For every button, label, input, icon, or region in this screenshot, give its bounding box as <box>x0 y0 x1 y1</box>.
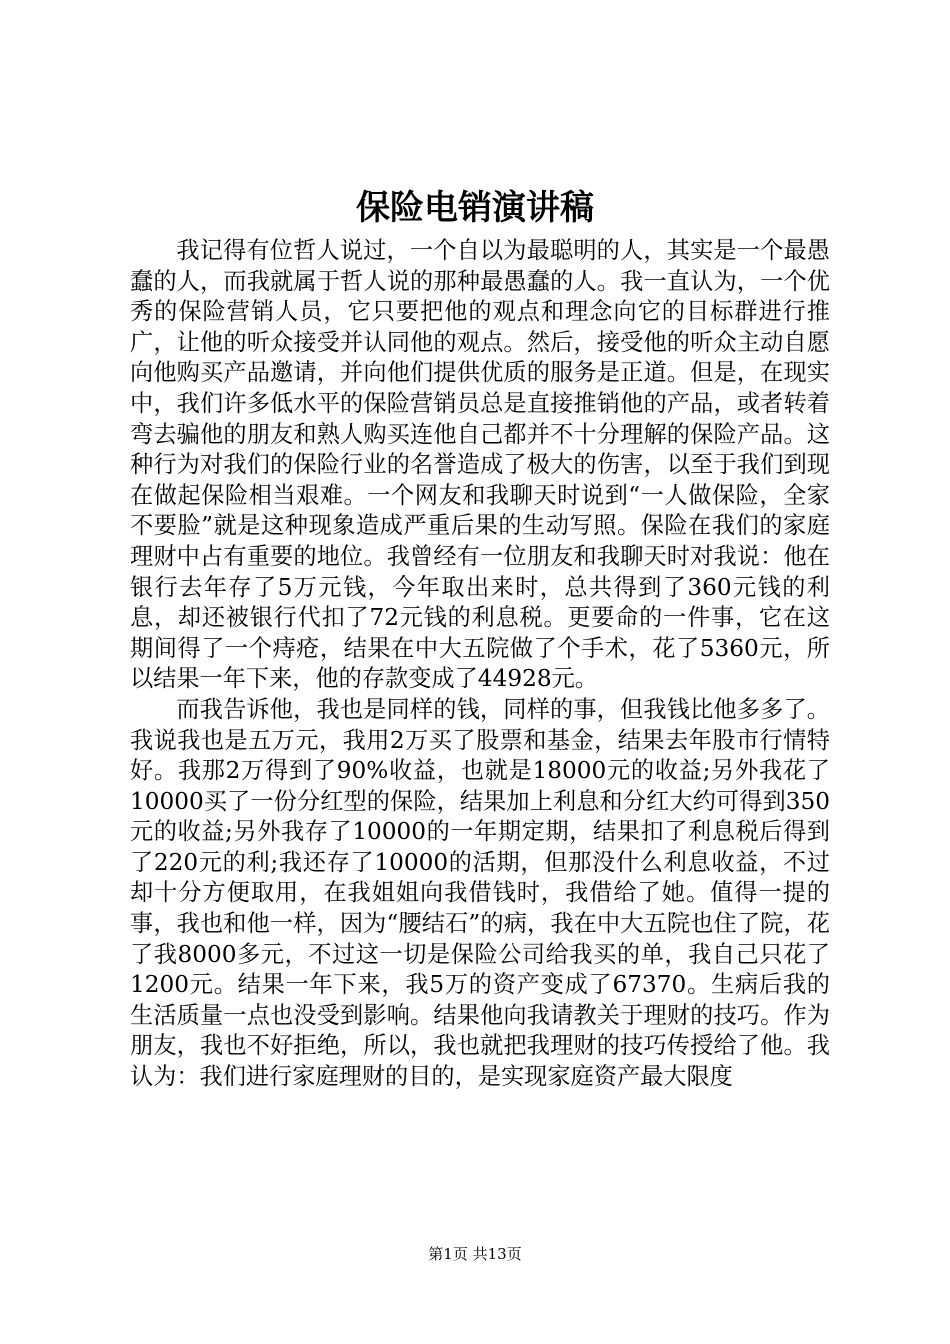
paragraph: 而我告诉他，我也是同样的钱，同样的事，但我钱比他多多了。我说我也是五万元，我用2万买了股票和基金，结果去年股市行情特好。我那2万得到了90%收益，也就是18000元的收益;另外我花了10000买了一份分红型的保险，结果加上利息和分红大约可得到350元的收益;另外我存了10000的一年期定期，结果扣了利息税后得到了220元的利;我还存了10000的活期，但那没什么利息收益，不过却十分方便取用，在我姐姐向我借钱时，我借给了她。值得一提的事，我也和他一样，因为“腰结石”的病，我在中大五院也住了院，花了我8000多元，不过这一切是保险公司给我买的单，我自己只花了1200元。结果一年下来，我5万的资产变成了67370。生病后我的生活质量一点也没受到影响。结果他向我请教关于理财的技巧。作为朋友，我也不好拒绝，所以，我也就把我理财的技巧传授给了他。我认为：我们进行家庭理财的目的，是实现家庭资产最大限度 <box>130 695 830 1091</box>
paragraph: 我记得有位哲人说过，一个自以为最聪明的人，其实是一个最愚蠢的人，而我就属于哲人说的那种最愚蠢的人。我一直认为，一个优秀的保险营销人员，它只要把他的观点和理念向它的目标群进行推广，让他的听众接受并认同他的观点。然后，接受他的听众主动自愿向他购买产品邀请，并向他们提供优质的服务是正道。但是，在现实中，我们许多低水平的保险营销员总是直接推销他的产品，或者转着弯去骗他的朋友和熟人购买连他自己都并不十分理解的保险产品。这种行为对我们的保险行业的名誉造成了极大的伤害，以至于我们到现在做起保险相当艰难。一个网友和我聊天时说到“一人做保险，全家不要脸”就是这种现象造成严重后果的生动写照。保险在我们的家庭理财中占有重要的地位。我曾经有一位朋友和我聊天时对我说：他在银行去年存了5万元钱，今年取出来时，总共得到了360元钱的利息，却还被银行代扣了72元钱的利息税。更要命的一件事，它在这期间得了一个痔疮，结果在中大五院做了个手术，花了5360元，所以结果一年下来，他的存款变成了44928元。 <box>130 237 830 693</box>
document-body <box>130 236 830 1093</box>
page-footer: 第1页 共13页 <box>428 1245 522 1263</box>
document-title: 保险电销演讲稿 <box>356 188 594 228</box>
